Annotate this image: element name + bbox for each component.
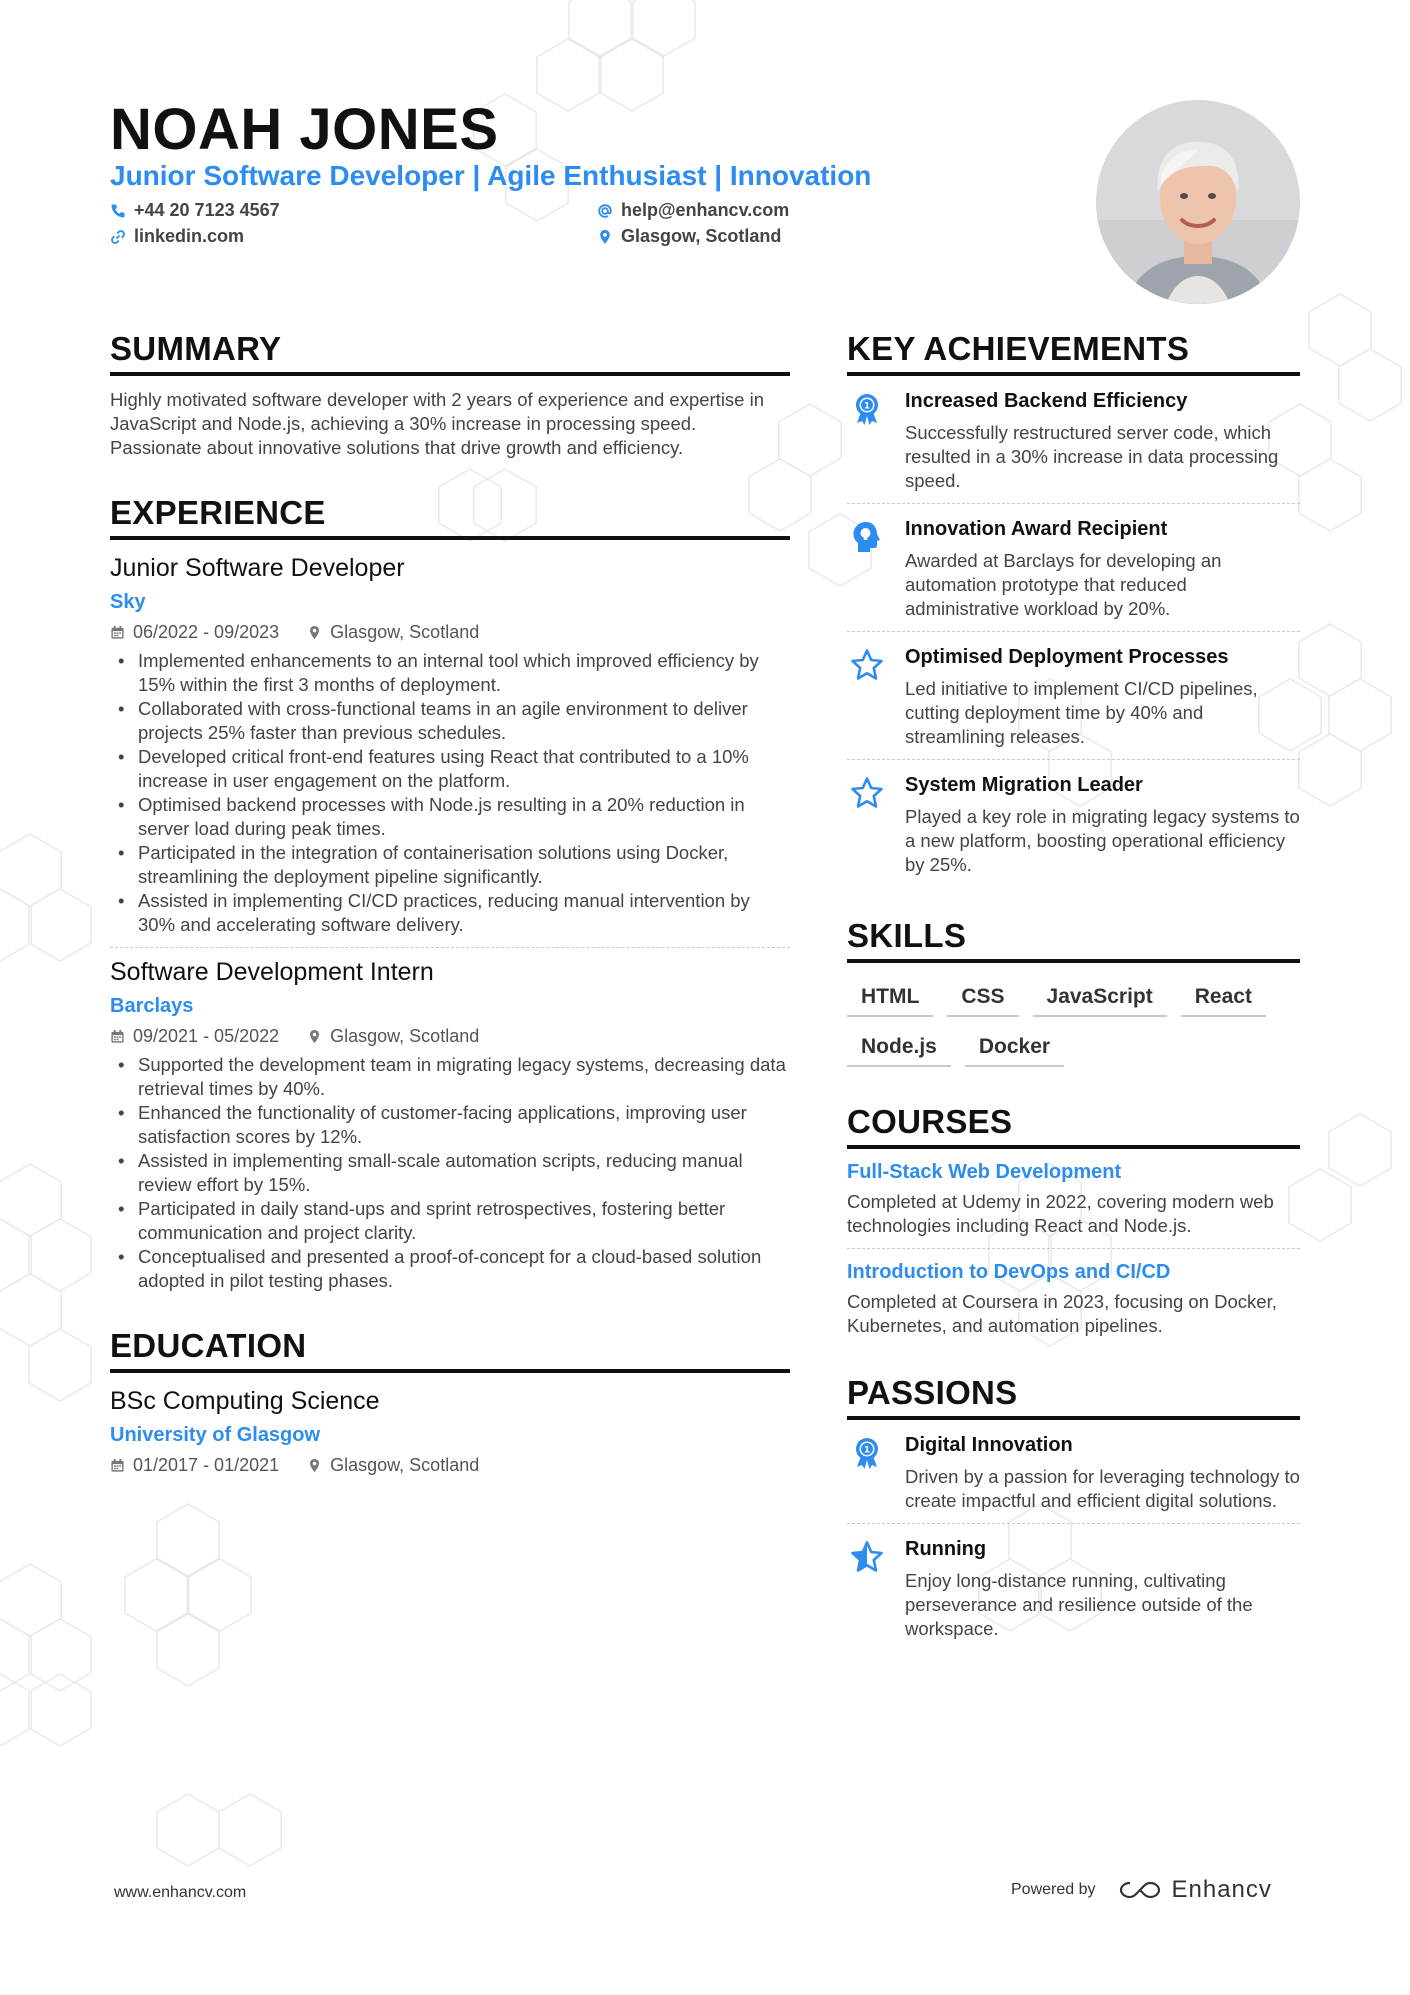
list-item: • Assisted in implementing CI/CD practices, reducing manual intervention by 30% and accelerating software delivery. xyxy=(110,889,790,937)
job-entry xyxy=(110,554,790,948)
company-name: Barclays xyxy=(110,995,194,1017)
map-pin-icon xyxy=(597,229,613,245)
achievement-item xyxy=(847,632,1300,759)
footer-branding xyxy=(1011,1876,1272,1904)
location-contact xyxy=(597,226,781,247)
achievements-heading: KEY ACHIEVEMENTS xyxy=(847,330,1300,376)
job-bullets xyxy=(110,1053,790,1293)
powered-by-label: Powered by xyxy=(1011,1881,1096,1898)
course-title: Introduction to DevOps and CI/CD xyxy=(847,1261,1171,1283)
linkedin-text: linkedin.com xyxy=(134,226,245,246)
skills-heading: SKILLS xyxy=(847,917,1300,963)
degree-title: BSc Computing Science xyxy=(110,1387,380,1415)
map-pin-icon xyxy=(307,625,322,640)
list-item: • Participated in daily stand-ups and sprint retrospectives, fostering better communication and project clarity. xyxy=(110,1197,790,1245)
divider xyxy=(847,1248,1300,1249)
job-title: Software Development Intern xyxy=(110,958,434,986)
skill-tag: CSS xyxy=(947,981,1018,1017)
right-column xyxy=(847,330,1300,1651)
experience-heading: EXPERIENCE xyxy=(110,494,790,540)
calendar-icon xyxy=(110,1029,125,1044)
skills-section xyxy=(847,917,1300,1067)
school-name: University of Glasgow xyxy=(110,1424,321,1446)
achievement-item xyxy=(847,376,1300,503)
summary-section xyxy=(110,330,790,460)
list-item: • Conceptualised and presented a proof-of-concept for a cloud-based solution adopted in pilot testing phases. xyxy=(110,1245,790,1293)
phone-text: +44 20 7123 4567 xyxy=(134,200,280,220)
passions-section xyxy=(847,1374,1300,1651)
star-outline-icon xyxy=(850,776,884,810)
award-ribbon-icon xyxy=(850,392,884,426)
brand-name: Enhancv xyxy=(1171,1876,1272,1903)
education-heading: EDUCATION xyxy=(110,1327,790,1373)
at-sign-icon xyxy=(597,203,613,219)
list-item: • Optimised backend processes with Node.js resulting in a 20% reduction in server load during peak times. xyxy=(110,793,790,841)
achievement-desc: Successfully restructured server code, which resulted in a 30% increase in data processing speed. xyxy=(905,422,1279,491)
list-item: • Collaborated with cross-functional teams in an agile environment to deliver projects 25% faster than previous schedules. xyxy=(110,697,790,745)
candidate-name: NOAH JONES xyxy=(110,97,499,162)
divider xyxy=(110,947,790,948)
location-text: Glasgow, Scotland xyxy=(621,226,782,246)
course-desc: Completed at Udemy in 2022, covering modern web technologies including React and Node.js. xyxy=(847,1191,1274,1236)
skills-list xyxy=(847,981,1300,1067)
summary-text: Highly motivated software developer with 2 years of experience and expertise in JavaScript and Node.js, achieving a 30% increase in processing speed. Passionate about innovative solutions that drive growth and efficiency. xyxy=(110,389,765,458)
job-location: Glasgow, Scotland xyxy=(330,1026,480,1046)
brand-logo xyxy=(1118,1876,1272,1904)
list-item: • Supported the development team in migrating legacy systems, decreasing data retrieval times by 40%. xyxy=(110,1053,790,1101)
achievements-section xyxy=(847,330,1300,887)
profile-photo xyxy=(1096,100,1300,304)
skill-tag: HTML xyxy=(847,981,933,1017)
skill-tag: JavaScript xyxy=(1033,981,1167,1017)
achievement-title: Innovation Award Recipient xyxy=(905,518,1168,540)
job-location: Glasgow, Scotland xyxy=(330,622,480,642)
job-bullets xyxy=(110,649,790,937)
course-desc: Completed at Coursera in 2023, focusing on Docker, Kubernetes, and automation pipelines. xyxy=(847,1291,1277,1336)
passion-title: Running xyxy=(905,1538,987,1560)
job-dates: 06/2022 - 09/2023 xyxy=(133,622,280,642)
job-meta xyxy=(110,622,790,643)
skill-tag: Docker xyxy=(965,1031,1064,1067)
achievement-desc: Awarded at Barclays for developing an automation prototype that reduced administrative workload by 20%. xyxy=(905,550,1222,619)
skill-tag: React xyxy=(1181,981,1266,1017)
award-ribbon-icon xyxy=(850,1436,884,1470)
achievement-desc: Played a key role in migrating legacy systems to a new platform, boosting operational efficiency by 25%. xyxy=(905,806,1300,875)
job-dates: 09/2021 - 05/2022 xyxy=(133,1026,280,1046)
passion-item xyxy=(847,1420,1300,1523)
education-meta xyxy=(110,1455,790,1476)
experience-section xyxy=(110,494,790,1293)
phone-icon xyxy=(110,203,126,219)
achievement-title: Optimised Deployment Processes xyxy=(905,646,1229,668)
lightbulb-head-icon xyxy=(850,520,884,554)
list-item: • Enhanced the functionality of customer-facing applications, improving user satisfaction scores by 12%. xyxy=(110,1101,790,1149)
education-location: Glasgow, Scotland xyxy=(330,1455,480,1475)
calendar-icon xyxy=(110,1458,125,1473)
map-pin-icon xyxy=(307,1029,322,1044)
education-section xyxy=(110,1327,790,1476)
star-half-icon xyxy=(850,1540,884,1574)
courses-heading: COURSES xyxy=(847,1103,1300,1149)
phone-contact[interactable] xyxy=(110,200,280,221)
job-title: Junior Software Developer xyxy=(110,554,405,582)
achievement-item xyxy=(847,504,1300,631)
svg-text:1: 1 xyxy=(863,401,871,412)
calendar-icon xyxy=(110,625,125,640)
skill-tag: Node.js xyxy=(847,1031,951,1067)
enhancv-logo-icon xyxy=(1118,1878,1162,1902)
company-name: Sky xyxy=(110,591,146,613)
summary-heading: SUMMARY xyxy=(110,330,790,376)
list-item: • Implemented enhancements to an internal tool which improved efficiency by 15% within the first 3 months of deployment. xyxy=(110,649,790,697)
job-meta xyxy=(110,1026,790,1047)
list-item: • Participated in the integration of containerisation solutions using Docker, streamlining the deployment pipeline significantly. xyxy=(110,841,790,889)
star-outline-icon xyxy=(850,648,884,682)
education-dates: 01/2017 - 01/2021 xyxy=(133,1455,280,1475)
headline: Junior Software Developer | Agile Enthusiast | Innovation xyxy=(110,160,872,191)
achievement-title: Increased Backend Efficiency xyxy=(905,390,1188,412)
left-column xyxy=(110,330,790,1476)
svg-text:1: 1 xyxy=(863,1445,871,1456)
list-item: • Developed critical front-end features using React that contributed to a 10% increase in user engagement on the platform. xyxy=(110,745,790,793)
course-title: Full-Stack Web Development xyxy=(847,1161,1122,1183)
link-icon xyxy=(110,229,126,245)
passion-item xyxy=(847,1524,1300,1651)
passion-title: Digital Innovation xyxy=(905,1434,1073,1456)
linkedin-contact[interactable] xyxy=(110,226,244,247)
achievement-desc: Led initiative to implement CI/CD pipelines, cutting deployment time by 40% and streamlining releases. xyxy=(905,678,1258,747)
courses-section xyxy=(847,1103,1300,1338)
passions-heading: PASSIONS xyxy=(847,1374,1300,1420)
passion-desc: Driven by a passion for leveraging technology to create impactful and efficient digital solutions. xyxy=(905,1466,1300,1511)
footer-website[interactable]: www.enhancv.com xyxy=(114,1884,247,1901)
map-pin-icon xyxy=(307,1458,322,1473)
email-text: help@enhancv.com xyxy=(621,200,790,220)
passion-desc: Enjoy long-distance running, cultivating perseverance and resilience outside of the workspace. xyxy=(905,1570,1253,1639)
list-item: • Assisted in implementing small-scale automation scripts, reducing manual review effort by 15%. xyxy=(110,1149,790,1197)
achievement-item xyxy=(847,760,1300,887)
achievement-title: System Migration Leader xyxy=(905,774,1143,796)
email-contact[interactable] xyxy=(597,200,789,221)
job-entry xyxy=(110,958,790,1293)
